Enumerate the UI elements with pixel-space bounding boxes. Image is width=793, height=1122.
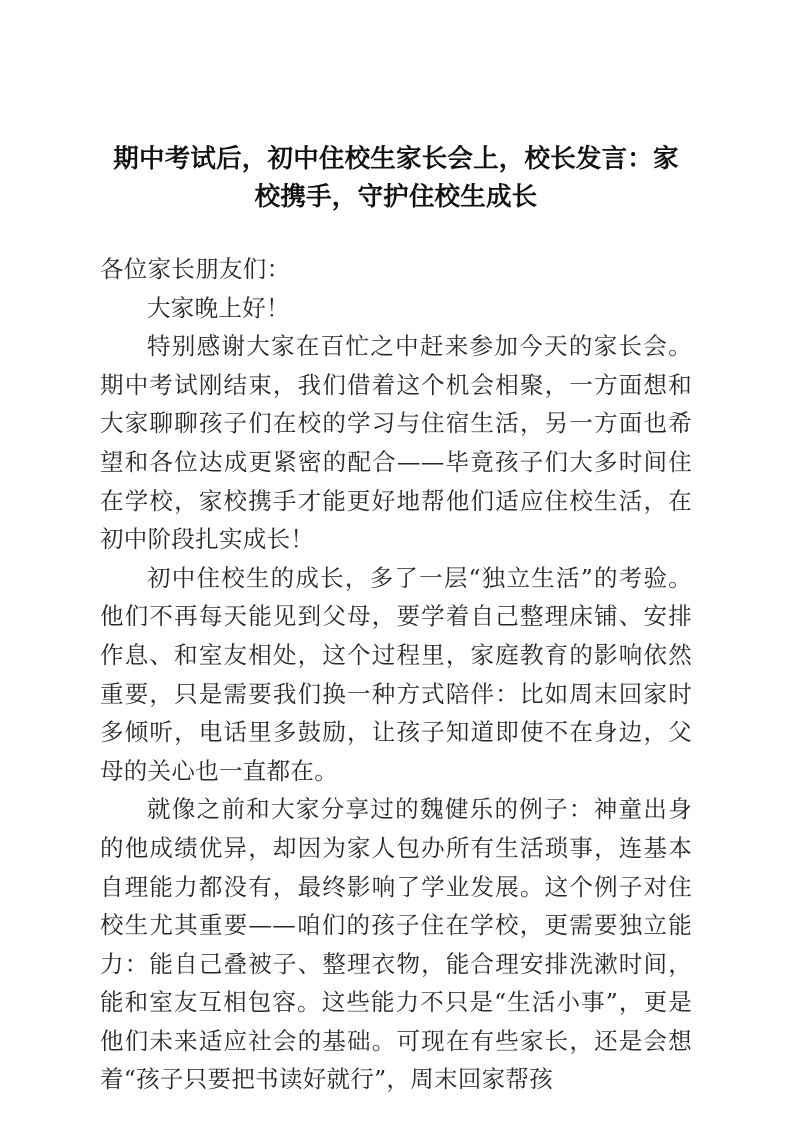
page-title-line-1: 期中考试后，初中住校生家长会上，校长发言：家校携: [113, 144, 679, 212]
body-paragraph-4: 就像之前和大家分享过的魏健乐的例子：神童出身的他成绩优异，却因为家人包办所有生活琐事，连基本自理能力都没有，最终影响了学业发展。这个例子对住校生尤其重要——咱们的孩子住在学校，更需要独立能力：能自己叠被子、整理衣物，能合理安排洗漱时间，能和室友互相包容。这些能力不只是“生活小事”，更是他们未来适应社会的基础。可现在有些家长，还是会想着“孩子只要把书读好就行”，周末回家帮孩: [100, 795, 692, 1094]
body-paragraph-3: 初中住校生的成长，多了一层“独立生活”的考验。他们不再每天能见到父母，要学着自己整理床铺、安排作息、和室友相处，这个过程里，家庭教育的影响依然重要，只是需要我们换一种方式陪伴：比如周末回家时多倾听，电话里多鼓励，让孩子知道即使不在身边，父母的关心也一直都在。: [100, 563, 692, 785]
body-paragraph-1: 大家晚上好！: [147, 293, 290, 322]
page-title-line-2: 手，守护住校生成长: [306, 182, 538, 212]
page-title: [100, 140, 692, 216]
body-paragraph-2: 特别感谢大家在百忙之中赶来参加今天的家长会。期中考试刚结束，我们借着这个机会相聚，一方面想和大家聊聊孩子们在校的学习与住宿生活，另一方面也希望和各位达成更紧密的配合——毕竟孩子们大多时间住在学校，家校携手才能更好地帮他们适应住校生活，在初中阶段扎实成长！: [100, 332, 692, 554]
salutation-line: 各位家长朋友们：: [100, 255, 291, 283]
document-content: [100, 140, 692, 1099]
